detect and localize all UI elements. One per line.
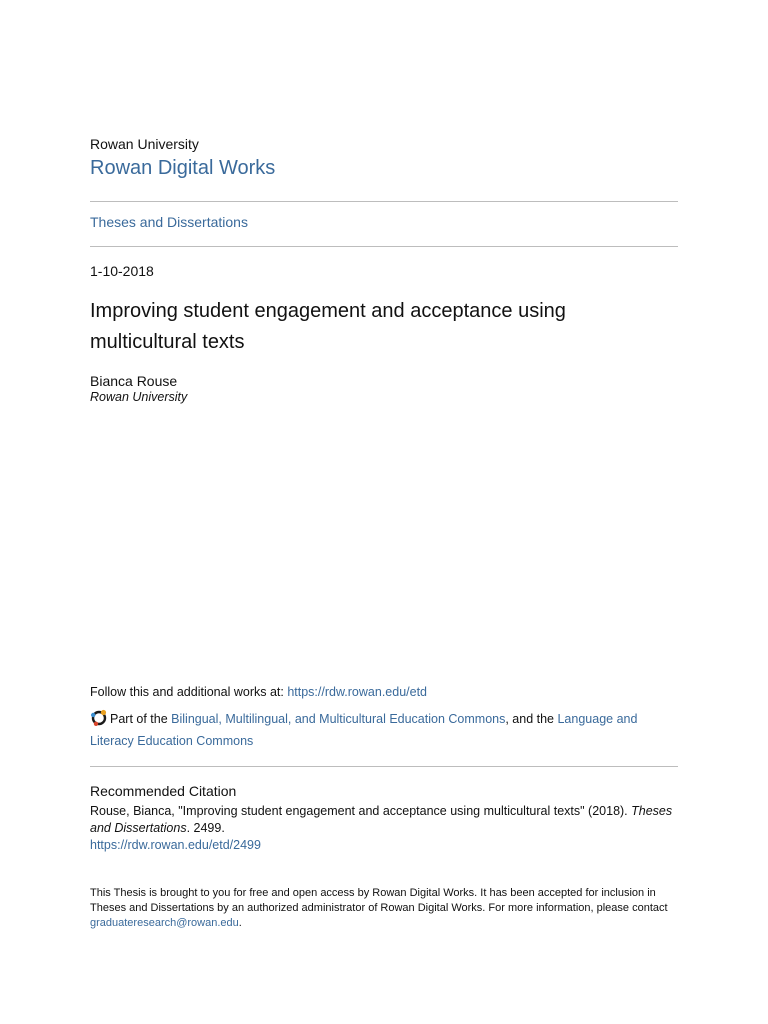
divider-bottom [90,766,678,767]
part-of-prefix: Part of the [110,712,172,726]
commons-link-bilingual[interactable]: Bilingual, Multilingual, and Multicultural Education Commons [171,712,506,726]
access-notice [90,886,678,931]
citation-url-link[interactable]: https://rdw.rowan.edu/etd/2499 [90,838,261,852]
author-affiliation: Rowan University [90,390,188,404]
follow-text: Follow this and additional works at: [90,685,288,699]
contact-email-link[interactable]: graduateresearch@rowan.edu [90,917,239,929]
notice-end: . [238,917,242,929]
notice-text: This Thesis is brought to you for free and open access by Rowan Digital Works. It has been accepted for inclusion in Theses and Dissertations by an authorized administrator of Rowan Digital Works. For more information, please contact [90,887,668,914]
collection-link[interactable]: Theses and Dissertations [90,214,248,230]
part-of-joiner: , and the [505,712,558,726]
recommended-citation-heading: Recommended Citation [90,783,237,799]
citation-number: . 2499. [186,821,225,835]
citation-body: Rouse, Bianca, "Improving student engagement and acceptance using multicultural texts" (2018). [90,804,632,818]
commons-link-language-literacy[interactable]: Language and Literacy Education Commons [90,712,638,748]
citation-series: Theses and Dissertations [90,804,673,835]
author-name: Bianca Rouse [90,373,178,389]
repository-link[interactable]: Rowan Digital Works [90,157,276,179]
citation-text [90,803,678,837]
follow-url-link[interactable]: https://rdw.rowan.edu/etd [287,685,427,699]
part-of-line [90,708,678,752]
institution-name: Rowan University [90,136,199,152]
follow-line [90,685,427,699]
divider-top [90,201,678,202]
publication-date: 1-10-2018 [90,263,154,279]
document-title: Improving student engagement and acceptance using multicultural texts [90,300,566,353]
divider-middle [90,246,678,247]
commons-network-icon [90,709,108,727]
